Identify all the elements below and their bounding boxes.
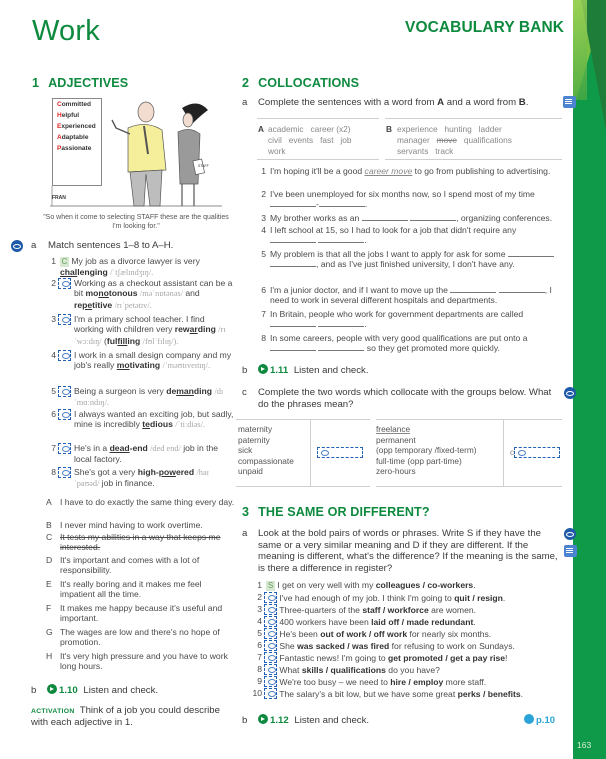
sentence-item [46,256,236,278]
notes-icon[interactable] [563,96,576,108]
phonetic: /rɪˈwɔːdɪŋ/ [74,325,226,346]
task-letter: b [242,715,248,726]
group-word: compassionate [238,455,294,466]
group-word: full-time (opp part-time) [376,455,462,466]
blank-input[interactable] [319,199,365,207]
sentence-text: I work in a small design company and my job's really [74,350,232,371]
item: 4 400 workers have been laid off / made redundant. [252,616,476,627]
task-letter: a [31,240,37,251]
sentence-text: I always wanted an exciting job, but sadly, mine is incredibly [74,409,234,430]
phonetic: /ˈtʃælɪndʒɪŋ/. [110,268,154,277]
notes-icon[interactable] [564,545,577,557]
section-number: 1 [32,76,40,90]
reveal-answer-toggle[interactable] [264,688,277,699]
task-instruction: Complete the sentences with a word from A and a word from B. [258,97,529,108]
word-pair: perks / benefits [457,689,521,699]
audio-track-number[interactable]: 1.12 [270,715,289,726]
activation-block [31,705,231,728]
divider [257,159,379,160]
phonetic: /dɪˈmɑːndɪŋ/. [74,387,224,408]
word: qualifications [463,135,512,145]
sentence-text: Being a surgeon is very [74,386,167,396]
item-number: 4 [261,225,266,235]
reveal-answer-toggle[interactable] [514,447,560,458]
box-label: A [258,124,264,134]
item: 9 We're too busy – we need to hire / employ more staff. [252,676,486,687]
task-instruction: Listen and check. [294,715,370,726]
sentence-item: 8 She's got a very high-powered /haɪ ˈpaʊəd/ job in finance. [46,467,236,489]
blank-input[interactable] [270,235,316,243]
blank-input[interactable] [270,259,316,267]
eye-icon[interactable] [11,240,23,252]
item-number: 3 [261,213,266,223]
word: fast [320,135,334,145]
item-number: 7 [261,309,266,319]
task-instruction: Listen and check. [293,365,369,376]
word: ladder [478,124,502,134]
task-letter: b [242,365,248,376]
box-label: B [386,124,392,134]
sentence-item: 5 My problem is that all the jobs I want to apply for ask for some , and as I've just finished university, I don't have any. [256,249,562,270]
word: job [340,135,352,145]
item-number: 5 [261,249,266,259]
reveal-answer-toggle[interactable] [264,652,277,663]
divider [236,486,370,487]
reveal-answer-toggle[interactable] [264,592,277,603]
task-instruction: Listen and check. [83,685,159,696]
blank-input[interactable] [318,235,364,243]
item-number: 3 [257,604,262,614]
item-number: 2 [261,189,266,199]
reveal-answer-toggle[interactable] [58,467,71,478]
phonetic: /rɪˈpetətɪv/. [114,300,152,310]
blank-input[interactable] [318,319,364,327]
option-item: B I never mind having to work overtime. [46,520,203,530]
board-line: Passionate [57,145,92,153]
sentence-item: 3 I'm a primary school teacher. I find working with children very rewarding /rɪˈwɔːdɪŋ/ (fulfilling /fʊlˈfɪlɪŋ/). [46,314,236,347]
board-line: Adaptable [57,134,89,142]
section-number: 3 [242,505,250,519]
hint-letter: c [510,447,515,457]
word: academic [268,124,304,134]
reveal-answer-toggle[interactable] [264,604,277,615]
group-word: (opp temporary /fixed-term) [376,445,477,456]
reveal-answer-toggle[interactable] [58,409,71,420]
sentence-item: 8 In some careers, people with very good qualifications are put onto a so they get promoted more quickly. [256,333,562,354]
activation-label: ACTIVATION [31,708,75,715]
reveal-answer-toggle[interactable] [264,640,277,651]
item-number: 6 [261,285,266,295]
task-instruction: Complete the two words which collocate with the groups below. What do the phrases mean? [258,387,552,410]
item-number: 7 [257,652,262,662]
item-number: 8 [257,664,262,674]
phonetic: /fʊlˈfɪlɪŋ/). [142,336,179,346]
item: 2 I've had enough of my job. I think I'm going to quit / resign. [252,592,505,603]
sentence-text: She's got a very [74,467,138,477]
keyword: lenging [77,267,108,277]
option-item: E It's really boring and it makes me feel impatient all the time. [46,579,202,600]
item-number: 6 [51,409,56,419]
divider [385,159,562,160]
group-word: permanent [376,434,416,445]
option-item: D It's important and comes with a lot of responsibility. [46,555,200,576]
item-number: 8 [51,467,56,477]
word-pair: hire / employ [390,677,444,687]
word-pair: out of work / off work [320,629,408,639]
board-line: Experienced [57,123,96,131]
item-number: 4 [257,616,262,626]
word: events [288,135,314,145]
sentence-item: 5 Being a surgeon is very demanding /dɪˈmɑːndɪŋ/. [46,386,236,408]
board-line: Helpful [57,112,80,120]
reveal-answer-toggle[interactable] [58,314,71,325]
sentence-text: My job as a divorce lawyer is very [71,256,200,266]
divider [257,118,379,119]
section-1-heading [32,76,128,91]
cartoon-image [48,94,224,212]
sentence-text: I'm a primary school teacher. I find working with children very [74,314,205,335]
item-number: 2 [51,278,56,288]
phonetic: /ˈtiːdiəs/. [175,420,205,430]
stress-syllable: chal [60,267,78,277]
item-number: 8 [261,333,266,343]
section-title: COLLOCATIONS [258,76,360,90]
sentence-item: 7 He's in a dead-end /ded end/ job in the local factory. [46,443,236,465]
group-word: maternity [238,424,273,434]
word: manager [397,135,430,145]
audio-track-number[interactable]: 1.10 [59,685,78,696]
blank-input[interactable] [410,213,456,221]
word-pair: was sacked / was fired [297,641,390,651]
task-3b [242,714,369,727]
eye-icon[interactable] [564,387,576,399]
group-word: freelance [376,424,411,434]
option-item: H It's very high pressure and you have to work long hours. [46,651,228,672]
divider [503,419,504,486]
option-item-struck: C It tests my abilities in a way that keeps me interested. [46,532,221,553]
blank-input[interactable] [270,343,316,351]
item: 10 The salary's a bit low, but we have some great perks / benefits. [252,688,524,699]
reveal-answer-toggle[interactable] [264,628,277,639]
word: servants [397,146,429,156]
item-number: 4 [51,350,56,360]
cartoon-figures [48,94,224,212]
word-pair: laid off / made redundant [371,617,474,627]
phonetic: /ded end/ [150,444,181,453]
item-number: 10 [252,688,262,698]
audio-icon[interactable] [258,364,268,374]
page-title: Work [32,15,100,47]
group-word: sick [238,445,253,456]
cartoon-caption: "So when it come to selecting STAFF these are the qualities I'm looking for." [43,214,229,230]
collocation-group-2 [376,424,477,477]
section-3-heading [242,505,430,520]
sentence-text: He's in a [74,443,110,453]
board-line: Committed [57,101,91,108]
sentence-item: 6 I'm a junior doctor, and if I want to move up the , I need to work in several different hospitals and departments. [256,285,562,306]
phonetic: /məˈnɒtənəs/ [139,289,183,299]
item-number: 3 [51,314,56,324]
divider [310,419,311,486]
blank-input[interactable] [270,199,316,207]
group-word: zero-hours [376,466,416,477]
item-number: 6 [257,640,262,650]
item-number: 7 [51,443,56,453]
audio-track-number[interactable]: 1.11 [270,365,289,376]
audio-icon[interactable] [47,684,57,694]
reveal-answer-toggle[interactable] [58,350,71,361]
word-pair: colleagues / co-workers [375,580,474,590]
sentence-item: 4 I work in a small design company and my job's really motivating /ˈməʊtɪveɪtɪŋ/. [46,350,236,372]
blank-input[interactable] [499,285,545,293]
item-number: 5 [51,386,56,396]
section-number: 2 [242,76,250,90]
page-number: 163 [577,740,592,750]
sentence-item: 1 I'm hoping it'll be a good career move to go from publishing to advertising. [256,166,562,176]
word-pair: staff / workforce [362,605,429,615]
word: experience [397,124,438,134]
item-number: 1 [51,256,56,266]
item-number: 9 [257,676,262,686]
word: civil [268,135,282,145]
task-1b [31,684,158,697]
task-letter: c [242,387,247,398]
task-letter: a [242,528,248,539]
audio-icon[interactable] [258,714,268,724]
reveal-answer-toggle[interactable] [317,447,363,458]
item-number: 2 [257,592,262,602]
task-2b [242,364,369,377]
blank-input[interactable] [450,285,496,293]
vocabulary-bank-label: VOCABULARY BANK [405,19,565,36]
collocation-group-1 [238,424,294,477]
reveal-answer-toggle[interactable] [264,664,277,675]
group-word: paternity [238,434,270,445]
task-letter: a [242,97,248,108]
item: 3 Three-quarters of the staff / workforce are women. [252,604,476,615]
divider [376,419,562,420]
blank-input[interactable] [362,213,408,221]
reveal-answer-toggle[interactable] [58,386,71,397]
folder-label: STAFF [198,164,209,168]
example-answer: career move [364,166,413,176]
item: 8 What skills / qualifications do you have? [252,664,440,675]
sentence-item: 4 I left school at 15, so I had to look for a job that didn't require any . [256,225,562,246]
reveal-answer-toggle[interactable] [58,443,71,454]
word: work [268,146,286,156]
group-word: unpaid [238,466,263,477]
eye-icon[interactable] [564,528,576,540]
blank-input[interactable] [270,319,316,327]
word-pair: get promoted / get a pay rise [388,653,506,663]
word-struck: move [436,135,457,145]
decorative-ray [573,0,587,100]
reveal-answer-toggle[interactable] [58,278,71,289]
word: hunting [444,124,472,134]
item-number: 5 [257,628,262,638]
divider [236,419,370,420]
sentence-text: Working as a checkout assistant can be a bit [74,278,233,299]
answer-badge: C [61,257,68,266]
phonetic: /haɪ ˈpaʊəd/ [74,468,209,489]
section-2-heading [242,76,359,91]
item: 5 He's been out of work / off work for nearly six months. [252,628,491,639]
sentence-item: 2 I've been unemployed for six months now, so I spend most of my time - . [256,189,562,210]
task-instruction: Look at the bold pairs of words or phrases. Write S if they have the same or a very similar meaning and D if they are different. If the meaning is different, what's the difference? If the meaning is the same, is there a difference in register? [258,528,558,575]
item-number: 1 [257,580,262,590]
divider [385,118,562,119]
answer-badge: S [267,581,274,590]
section-title: ADJECTIVES [48,76,129,90]
item-number: 1 [261,166,266,176]
item: 7 Fantastic news! I'm going to get promoted / get a pay rise! [252,652,507,663]
page-link[interactable]: p.10 [524,714,555,727]
divider [376,486,562,487]
section-title: THE SAME OR DIFFERENT? [258,505,430,519]
word: track [435,146,454,156]
sentence-item: 7 In Britain, people who work for government departments are called . [256,309,562,330]
item: 1 S I get on very well with my colleagues / co-workers. [252,580,476,591]
word-pair: skills / qualifications [301,665,386,675]
task-instruction: Match sentences 1–8 to A–H. [48,240,174,251]
sentence-item: 2 Working as a checkout assistant can be a bit monotonous /məˈnɒtənəs/ and repetitive /rɪˈpetətɪv/. [46,278,236,311]
side-tab [573,0,606,759]
word-pair: quit / resign [454,593,503,603]
reveal-answer-toggle[interactable] [264,616,277,627]
sentence-item: 3 My brother works as an , organizing conferences. [256,213,562,223]
blank-input[interactable] [508,249,554,257]
activation-text: Think of a job you could describe with each adjective in 1. [31,705,220,728]
blank-input[interactable] [318,343,364,351]
task-letter: b [31,685,37,696]
cartoonist-signature: FRAN [52,195,66,201]
option-item: F It makes me happy because it's useful and important. [46,603,223,624]
sentence-item: 6 I always wanted an exciting job, but sadly, mine is incredibly tedious /ˈtiːdiəs/. [46,409,236,431]
phonetic: /ˈməʊtɪveɪtɪŋ/. [162,361,211,371]
item: 6 She was sacked / was fired for refusing to work on Sundays. [252,640,515,651]
reveal-answer-toggle[interactable] [264,676,277,687]
option-item: A I have to do exactly the same thing every day. [46,497,235,507]
option-item: G The wages are low and there's no hope of promotion. [46,627,220,648]
word: career (x2) [310,124,351,134]
